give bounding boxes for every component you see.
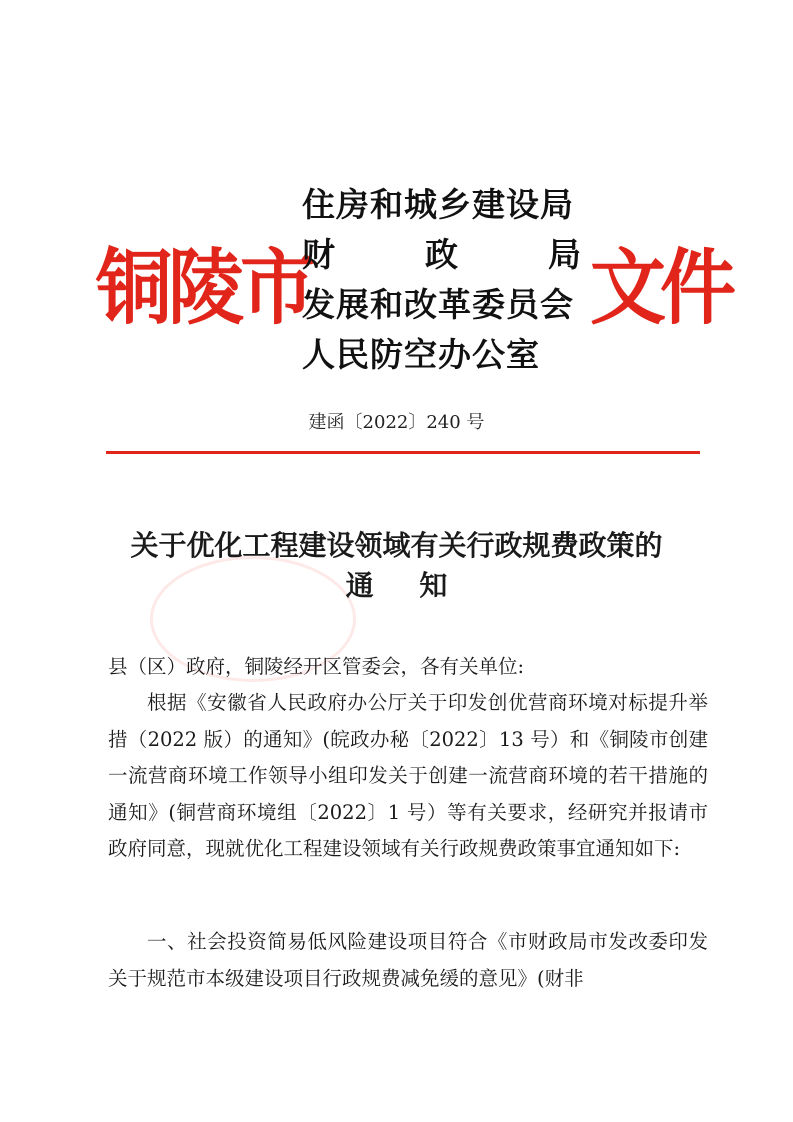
issuer-finance-char-3: 局 [548,235,582,274]
body-paragraph-2: 一、社会投资简易低风险建设项目符合《市财政局市发改委印发关于规范市本级建设项目行政规费减免缓的意见》(财非 [108,930,708,990]
document-number: 建函〔2022〕240 号 [308,412,485,433]
issuer-city: 铜陵市 [96,239,312,336]
issuer-finance-char-2: 政 [425,235,459,274]
issuer-finance-bureau [302,230,582,280]
issuer-finance-char-1: 财 [302,235,336,274]
issuer-civil-air-defense: 人民防空办公室 [302,335,540,374]
document-type: 文件 [590,239,730,336]
header-divider [106,451,700,454]
issuer-housing-bureau: 住房和城乡建设局 [302,185,574,224]
document-title-notice: 通 知 [345,569,466,602]
salutation: 县（区）政府，铜陵经开区管委会，各有关单位: [108,655,525,678]
issuer-development-commission: 发展和改革委员会 [302,285,574,324]
document-title: 关于优化工程建设领域有关行政规费政策的 [130,529,663,562]
body-paragraph-1: 根据《安徽省人民政府办公厅关于印发创优营商环境对标提升举措（2022 版）的通知》(皖政办秘〔2022〕13 号）和《铜陵市创建一流营商环境工作领导小组印发关于创建一流营商环境的若干措施的通知》(铜营商环境组〔2022〕1 号）等有关要求，经研究并报请市政府同意，现就优化工程建设领域有关行政规费政策事宜通知如下: [108,691,708,860]
issuing-bodies [302,180,592,380]
